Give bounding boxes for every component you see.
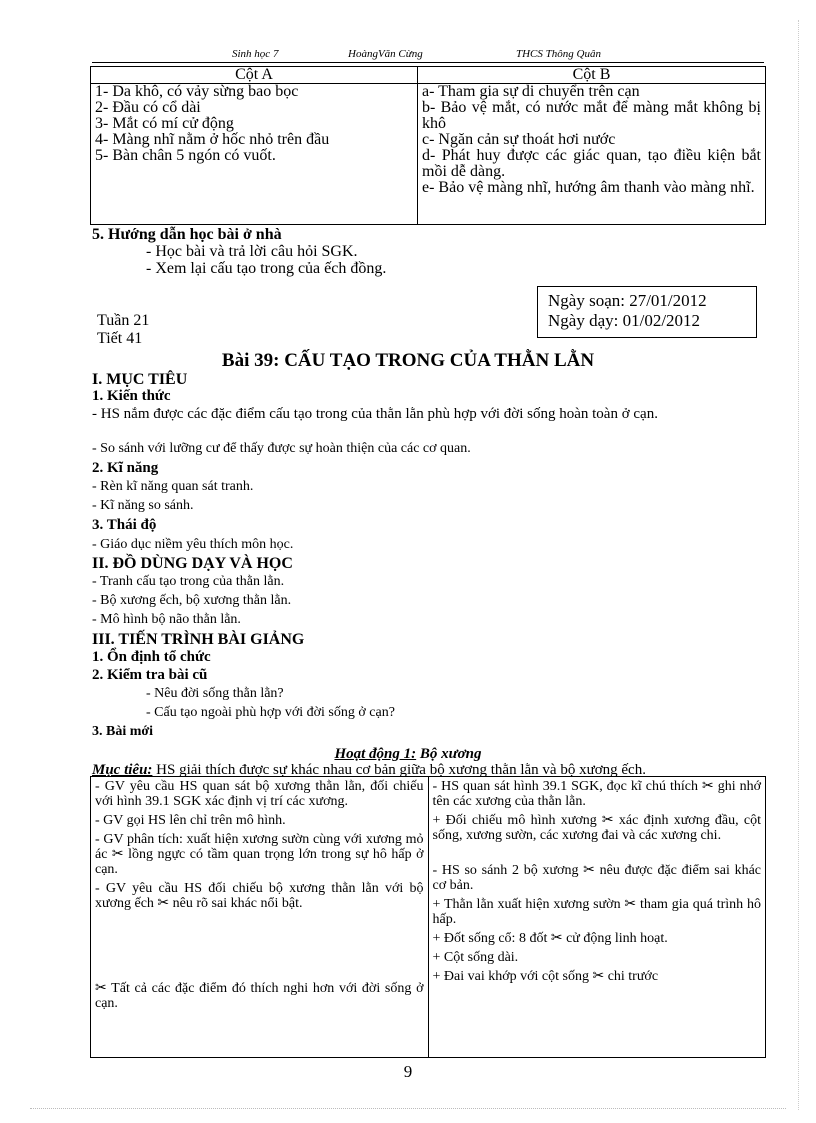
col-b-item: b- Bảo vệ mắt, có nước mắt để màng mắt không bị khô [422, 99, 761, 132]
subsection-heading: 2. Kĩ năng [92, 460, 159, 476]
col-a-item: 2- Đầu có cổ dài [95, 99, 201, 116]
prep-date: Ngày soạn: 27/01/2012 [548, 291, 707, 310]
student-step: + Đốt sống cổ: 8 đốt ✂ cử động linh hoạt. [432, 931, 668, 946]
col-b-item: e- Bảo vệ màng nhĩ, hướng âm thanh vào màng nhĩ. [422, 179, 755, 196]
section-text: - HS nắm được các đặc điểm cấu tạo trong của thằn lằn phù hợp với đời sống hoàn toàn ở cạn. [92, 406, 658, 422]
student-step: + Cột sống dài. [432, 950, 519, 965]
right-dotted-rule [798, 20, 799, 1110]
section-text: - Mô hình bộ não thằn lằn. [92, 612, 241, 627]
activity-title [0, 746, 816, 763]
homework-heading: 5. Hướng dẫn học bài ở nhà [92, 226, 282, 243]
page-header [92, 48, 764, 63]
student-step: + Thằn lằn xuất hiện xương sườn ✂ tham gia quá trình hô hấp. [432, 897, 761, 927]
col-a-cell [91, 84, 418, 225]
col-a-item: 1- Da khô, có vảy sừng bao bọc [95, 83, 299, 100]
homework-item: - Học bài và trả lời câu hỏi SGK. [146, 243, 358, 260]
header-subject: Sinh học 7 [232, 48, 279, 60]
teacher-step: ✂ Tất cả các đặc điểm đó thích nghi hơn với đời sống ở cạn. [95, 981, 424, 1011]
col-b-item: a- Tham gia sự di chuyển trên cạn [422, 83, 640, 100]
section-text: - Nêu đời sống thằn lằn? [146, 686, 284, 701]
lesson-title: Bài 39: CẤU TẠO TRONG CỦA THẰN LẰN [221, 350, 595, 371]
activity-name: Bộ xương [416, 746, 482, 762]
section-text: - So sánh với lưỡng cư để thấy được sự hoàn thiện của các cơ quan. [92, 441, 471, 456]
section-text: - Bộ xương ếch, bộ xương thằn lằn. [92, 593, 292, 608]
date-box [537, 286, 757, 338]
section-heading: III. TIẾN TRÌNH BÀI GIẢNG [92, 631, 305, 648]
teacher-step: - GV yêu cầu HS quan sát bộ xương thằn lằn, đối chiếu với hình 39.1 SGK xác định vị trí các xương. [95, 779, 424, 809]
col-b-cell [418, 84, 766, 225]
subsection-heading: 1. Ổn định tổ chức [92, 649, 211, 665]
bottom-dotted-rule [30, 1108, 786, 1109]
teacher-step: - GV yêu cầu HS đối chiếu bộ xương thằn lằn với bộ xương ếch ✂ nêu rõ sai khác nổi bật. [95, 881, 424, 911]
homework-item: - Xem lại cấu tạo trong của ếch đồng. [146, 260, 387, 277]
teacher-step: - GV gọi HS lên chỉ trên mô hình. [95, 813, 286, 828]
goal-text: HS giải thích được sự khác nhau cơ bản giữa bộ xương thằn lằn và bộ xương ếch. [152, 762, 646, 778]
col-a-item: 5- Bàn chân 5 ngón có vuốt. [95, 147, 276, 164]
subsection-heading: 3. Bài mới [92, 724, 154, 739]
student-step: + Đối chiếu mô hình xương ✂ xác định xương đầu, cột sống, xương sườn, các xương đai và các xương chi. [432, 813, 761, 843]
col-b-item: d- Phát huy được các giác quan, tạo điều kiện bắt mồi dễ dàng. [422, 147, 761, 180]
page-number: 9 [403, 1062, 413, 1081]
section-text: - Kĩ năng so sánh. [92, 498, 194, 513]
col-b-item: c- Ngăn cản sự thoát hơi nước [422, 131, 616, 148]
section-text: - Cấu tạo ngoài phù hợp với đời sống ở cạn? [146, 705, 395, 720]
teacher-step: - GV phân tích: xuất hiện xương sườn cùng với xương mỏ ác ✂ lồng ngực có tầm quan trọng lớn trong sự hô hấp ở cạn. [95, 832, 424, 877]
col-a-item: 4- Màng nhĩ nằm ở hốc nhỏ trên đầu [95, 131, 330, 148]
subsection-heading: 2. Kiểm tra bài cũ [92, 667, 208, 683]
section-heading: I. MỤC TIÊU [92, 371, 188, 388]
section-heading: II. ĐỒ DÙNG DẠY VÀ HỌC [92, 555, 293, 572]
subsection-heading: 3. Thái độ [92, 517, 157, 533]
header-teacher: HoàngVăn Cừng [348, 48, 423, 60]
student-step: + Đai vai khớp với cột sống ✂ chi trước [432, 969, 659, 984]
teacher-column [91, 777, 429, 1058]
col-a-item: 3- Mắt có mí cử động [95, 115, 234, 132]
goal-label: Mục tiêu: [92, 762, 153, 778]
activity-label: Hoạt động 1: [334, 746, 417, 762]
student-step: - HS quan sát hình 39.1 SGK, đọc kĩ chú thích ✂ ghi nhớ tên các xương của thằn lằn. [432, 779, 761, 809]
subsection-heading: 1. Kiến thức [92, 388, 171, 404]
activity-table [90, 776, 766, 1058]
col-b-header: Cột B [418, 67, 766, 84]
period-label: Tiết 41 [97, 330, 143, 347]
col-a-header: Cột A [91, 67, 418, 84]
section-text: - Giáo dục niềm yêu thích môn học. [92, 537, 294, 552]
student-step: - HS so sánh 2 bộ xương ✂ nêu được đặc điểm sai khác cơ bản. [432, 863, 761, 893]
section-text: - Rèn kĩ năng quan sát tranh. [92, 479, 254, 494]
matching-table [90, 66, 766, 225]
teach-date: Ngày dạy: 01/02/2012 [548, 311, 701, 330]
section-text: - Tranh cấu tạo trong của thằn lằn. [92, 574, 285, 589]
header-school: THCS Thông Quân [516, 48, 601, 60]
week-label: Tuần 21 [97, 312, 150, 329]
student-column [428, 777, 766, 1058]
